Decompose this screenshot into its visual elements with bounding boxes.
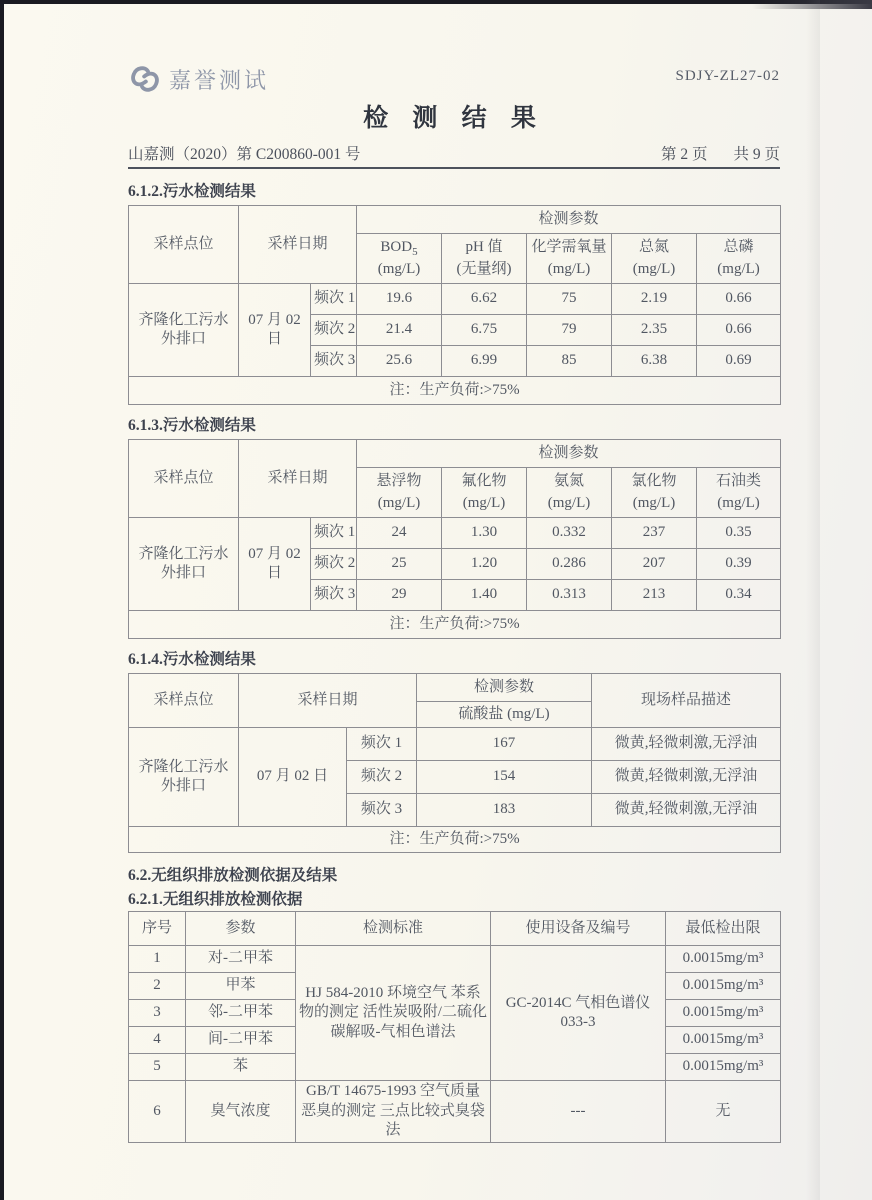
cell-value: 25: [357, 549, 442, 580]
cell-value: 6.99: [442, 346, 527, 377]
company-logo: [128, 62, 269, 96]
param-header: pH 值 (无量纲): [442, 234, 527, 284]
cell-limit: 0.0015mg/m³: [666, 1000, 781, 1027]
param-header: 氟化物 (mg/L): [442, 468, 527, 518]
scan-edge-left: [0, 0, 4, 1200]
logo-knot-icon: [128, 62, 162, 96]
col-header-date: 采样日期: [239, 674, 417, 728]
cell-value: 207: [612, 549, 697, 580]
cell-date: 07 月 02 日: [239, 728, 347, 827]
cell-value: 24: [357, 518, 442, 549]
cell-desc: 微黄,轻微刺激,无浮油: [592, 761, 781, 794]
section-heading-614: 6.1.4.污水检测结果: [128, 651, 256, 668]
col-header-equipment: 使用设备及编号: [491, 912, 666, 946]
page-total: 共 9 页: [733, 146, 780, 163]
cell-limit: 0.0015mg/m³: [666, 946, 781, 973]
scan-edge-top: [0, 0, 872, 4]
page-title: 检 测 结 果: [363, 105, 545, 132]
cell-seq: 6: [129, 1081, 186, 1143]
cell-value: 1.40: [442, 580, 527, 611]
cell-param: 臭气浓度: [186, 1081, 296, 1143]
report-number: 山嘉测（2020）第 C200860-001 号: [128, 146, 361, 163]
cell-value: 0.332: [527, 518, 612, 549]
cell-limit: 0.0015mg/m³: [666, 973, 781, 1000]
page-current: 第 2 页: [660, 146, 708, 163]
table-note: 注：生产负荷:>75%: [129, 827, 781, 853]
cell-value: 0.69: [697, 346, 781, 377]
col-header-seq: 序号: [129, 912, 186, 946]
cell-seq: 4: [129, 1027, 186, 1054]
table-note: 注：生产负荷:>75%: [129, 611, 781, 639]
cell-value: 0.286: [527, 549, 612, 580]
section-heading-613: 6.1.3.污水检测结果: [128, 417, 256, 434]
cell-value: 6.62: [442, 284, 527, 315]
param-header: 总氮 (mg/L): [612, 234, 697, 284]
col-header-site: 采样点位: [129, 440, 239, 518]
cell-seq: 2: [129, 973, 186, 1000]
cell-value: 2.19: [612, 284, 697, 315]
section-heading-612: 6.1.2.污水检测结果: [128, 183, 256, 200]
cell-value: 213: [612, 580, 697, 611]
cell-value: 25.6: [357, 346, 442, 377]
cell-desc: 微黄,轻微刺激,无浮油: [592, 728, 781, 761]
cell-freq: 频次 3: [311, 580, 357, 611]
cell-site: 齐隆化工污水外排口: [129, 518, 239, 611]
cell-value: 75: [527, 284, 612, 315]
cell-param: 间-二甲苯: [186, 1027, 296, 1054]
page-indicator: [661, 142, 780, 164]
cell-site: 齐隆化工污水外排口: [129, 284, 239, 377]
param-header: 氨氮 (mg/L): [527, 468, 612, 518]
cell-value: 79: [527, 315, 612, 346]
col-header-site: 采样点位: [129, 206, 239, 284]
cell-value: 154: [417, 761, 592, 794]
col-header-params: 检测参数: [417, 674, 592, 702]
cell-value: 0.39: [697, 549, 781, 580]
cell-value: 21.4: [357, 315, 442, 346]
section-heading-62: 6.2.无组织排放检测依据及结果: [128, 867, 338, 884]
col-header-date: 采样日期: [239, 206, 357, 284]
report-header: [128, 62, 780, 98]
cell-standard-group: HJ 584-2010 环境空气 苯系物的测定 活性炭吸附/二硫化碳解吸-气相色谱法: [296, 946, 491, 1081]
param-header: 化学需氧量 (mg/L): [527, 234, 612, 284]
param-header: $BOD_5$ (mg/L): [357, 234, 442, 284]
cell-value: 0.66: [697, 284, 781, 315]
param-header: 总磷 (mg/L): [697, 234, 781, 284]
param-header: 石油类 (mg/L): [697, 468, 781, 518]
cell-date: 07 月 02 日: [239, 284, 311, 377]
cell-freq: 频次 2: [347, 761, 417, 794]
col-header-params: 检测参数: [357, 440, 781, 468]
cell-value: 0.313: [527, 580, 612, 611]
col-header-site: 采样点位: [129, 674, 239, 728]
cell-freq: 频次 2: [311, 315, 357, 346]
cell-standard: GB/T 14675-1993 空气质量 恶臭的测定 三点比较式臭袋法: [296, 1081, 491, 1143]
cell-value: 0.66: [697, 315, 781, 346]
cell-value: 6.38: [612, 346, 697, 377]
cell-seq: 5: [129, 1054, 186, 1081]
report-ref-row: [128, 142, 780, 169]
cell-limit: 0.0015mg/m³: [666, 1027, 781, 1054]
cell-freq: 频次 2: [311, 549, 357, 580]
cell-value: 0.35: [697, 518, 781, 549]
section-heading-621: 6.2.1.无组织排放检测依据: [128, 891, 303, 908]
param-header: 氯化物 (mg/L): [612, 468, 697, 518]
wastewater-table-613: [128, 439, 781, 639]
cell-param: 对-二甲苯: [186, 946, 296, 973]
cell-freq: 频次 1: [311, 518, 357, 549]
col-header-standard: 检测标准: [296, 912, 491, 946]
emission-basis-table-621: [128, 911, 781, 1143]
col-header-param: 参数: [186, 912, 296, 946]
cell-equipment-group: GC-2014C 气相色谱仪 033-3: [491, 946, 666, 1081]
table-note: 注：生产负荷:>75%: [129, 377, 781, 405]
cell-value: 183: [417, 794, 592, 827]
cell-value: 2.35: [612, 315, 697, 346]
cell-site: 齐隆化工污水外排口: [129, 728, 239, 827]
cell-freq: 频次 1: [311, 284, 357, 315]
cell-param: 甲苯: [186, 973, 296, 1000]
cell-seq: 1: [129, 946, 186, 973]
cell-value: 29: [357, 580, 442, 611]
logo-text: 嘉誉测试: [169, 67, 270, 93]
cell-value: 19.6: [357, 284, 442, 315]
col-header-params: 检测参数: [357, 206, 781, 234]
cell-value: 167: [417, 728, 592, 761]
cell-value: 1.20: [442, 549, 527, 580]
cell-date: 07 月 02 日: [239, 518, 311, 611]
cell-value: 85: [527, 346, 612, 377]
cell-value: 0.34: [697, 580, 781, 611]
col-header-limit: 最低检出限: [666, 912, 781, 946]
doc-code: SDJY-ZL27-02: [675, 68, 780, 84]
cell-limit: 无: [666, 1081, 781, 1143]
cell-freq: 频次 1: [347, 728, 417, 761]
cell-desc: 微黄,轻微刺激,无浮油: [592, 794, 781, 827]
cell-param: 邻-二甲苯: [186, 1000, 296, 1027]
cell-value: 6.75: [442, 315, 527, 346]
cell-value: 1.30: [442, 518, 527, 549]
cell-value: 237: [612, 518, 697, 549]
cell-seq: 3: [129, 1000, 186, 1027]
col-header-date: 采样日期: [239, 440, 357, 518]
cell-freq: 频次 3: [311, 346, 357, 377]
report-content: [128, 62, 780, 1143]
col-header-desc: 现场样品描述: [592, 674, 781, 728]
param-header: 悬浮物 (mg/L): [357, 468, 442, 518]
cell-param: 苯: [186, 1054, 296, 1081]
cell-freq: 频次 3: [347, 794, 417, 827]
param-header: 硫酸盐 (mg/L): [417, 702, 592, 728]
cell-limit: 0.0015mg/m³: [666, 1054, 781, 1081]
wastewater-table-614: [128, 673, 781, 853]
wastewater-table-612: [128, 205, 781, 405]
cell-equipment: ---: [491, 1081, 666, 1143]
scan-page-fold: [806, 0, 820, 1200]
